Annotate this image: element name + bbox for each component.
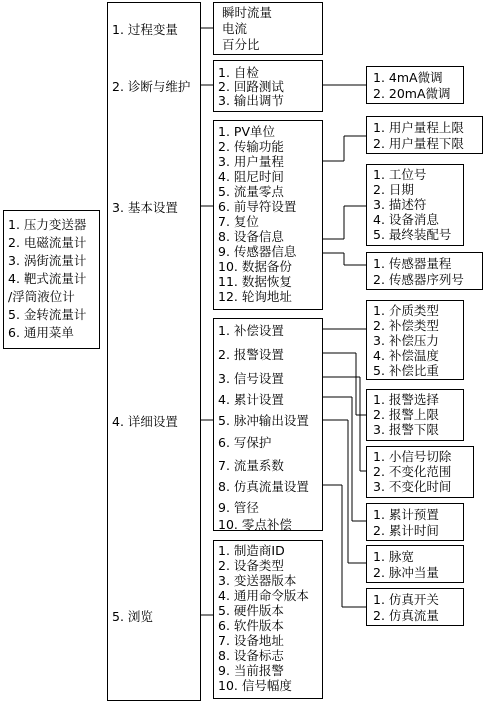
detail-pulse-node	[366, 545, 464, 583]
detail-signal-item: 1. 小信号切除	[373, 449, 452, 464]
basic-device-item: 1. 工位号	[373, 167, 427, 182]
level1-item: 4. 详细设置	[112, 414, 178, 429]
detail-comp-item: 4. 补偿温度	[373, 348, 439, 363]
detail-item: 2. 报警设置	[218, 347, 284, 362]
detail-node	[213, 318, 323, 531]
detail-item: 1. 补偿设置	[218, 323, 284, 338]
detail-total-item: 1. 累计预置	[373, 507, 439, 522]
basic-sensor-node	[366, 252, 483, 290]
basic-item: 6. 前导符设置	[218, 199, 297, 214]
diag-item: 3. 输出调节	[218, 93, 284, 108]
detail-item: 10. 零点补偿	[218, 517, 292, 532]
detail-signal-item: 3. 不变化时间	[373, 479, 452, 494]
detail-item: 8. 仿真流量设置	[218, 479, 309, 494]
detail-item: 3. 信号设置	[218, 371, 284, 386]
level1-item: 3. 基本设置	[112, 200, 178, 215]
basic-item: 5. 流量零点	[218, 184, 284, 199]
browse-item: 4. 通用命令版本	[218, 588, 309, 603]
detail-sim-item: 2. 仿真流量	[373, 608, 439, 623]
browse-node	[213, 540, 323, 699]
level1-item: 5. 浏览	[112, 609, 153, 624]
basic-sensor-item: 1. 传感器量程	[373, 256, 452, 271]
basic-item: 12. 轮询地址	[218, 289, 292, 304]
process-var-item: 电流	[222, 21, 248, 36]
level1-node	[107, 2, 201, 701]
browse-item: 10. 信号幅度	[218, 678, 292, 693]
level1-item: 1. 过程变量	[112, 22, 178, 37]
basic-range-item: 1. 用户量程上限	[373, 120, 464, 135]
detail-comp-item: 5. 补偿比重	[373, 363, 439, 378]
root-item: 6. 通用菜单	[8, 325, 74, 340]
basic-range-node	[366, 116, 483, 154]
detail-alarm-node	[366, 389, 464, 441]
basic-item: 4. 阻尼时间	[218, 169, 284, 184]
browse-item: 7. 设备地址	[218, 633, 284, 648]
basic-item: 1. PV单位	[218, 124, 275, 139]
basic-device-item: 3. 描述符	[373, 197, 427, 212]
detail-pulse-item: 2. 脉冲当量	[373, 565, 439, 580]
detail-item: 4. 累计设置	[218, 392, 284, 407]
browse-item: 6. 软件版本	[218, 618, 284, 633]
basic-item: 8. 设备信息	[218, 229, 284, 244]
root-item: 3. 涡街流量计	[8, 253, 87, 268]
detail-comp-item: 3. 补偿压力	[373, 333, 439, 348]
basic-device-item: 5. 最终装配号	[373, 227, 452, 242]
diag-item: 2. 回路测试	[218, 79, 284, 94]
root-item: 2. 电磁流量计	[8, 235, 87, 250]
diag-output-item: 2. 20mA微调	[373, 86, 451, 101]
browse-item: 9. 当前报警	[218, 663, 284, 678]
detail-comp-item: 2. 补偿类型	[373, 318, 439, 333]
browse-item: 8. 设备标志	[218, 648, 284, 663]
detail-signal-node	[366, 446, 474, 498]
basic-device-node	[366, 164, 464, 246]
process-var-item: 瞬时流量	[222, 5, 273, 20]
detail-comp-item: 1. 介质类型	[373, 303, 439, 318]
root-item: 5. 金转流量计	[8, 307, 87, 322]
basic-item: 9. 传感器信息	[218, 244, 297, 259]
level1-item: 2. 诊断与维护	[112, 79, 191, 94]
diag-output-item: 1. 4mA微调	[373, 70, 443, 85]
diag-node	[213, 60, 323, 112]
basic-item: 10. 数据备份	[218, 259, 292, 274]
process-vars-node	[213, 2, 323, 55]
root-item: 1. 压力变送器	[8, 217, 87, 232]
detail-alarm-item: 1. 报警选择	[373, 392, 439, 407]
diag-item: 1. 自检	[218, 65, 259, 80]
basic-device-item: 4. 设备消息	[373, 212, 439, 227]
detail-comp-node	[366, 300, 464, 380]
detail-sim-node	[366, 588, 464, 626]
browse-item: 3. 变送器版本	[218, 573, 297, 588]
detail-item: 9. 管径	[218, 500, 259, 515]
detail-item: 5. 脉冲输出设置	[218, 413, 309, 428]
detail-pulse-item: 1. 脉宽	[373, 549, 414, 564]
basic-item: 3. 用户量程	[218, 154, 284, 169]
process-var-item: 百分比	[222, 37, 260, 52]
browse-item: 2. 设备类型	[218, 558, 284, 573]
detail-total-node	[366, 503, 464, 541]
basic-sensor-item: 2. 传感器序列号	[373, 272, 464, 287]
root-item: 4. 靶式流量计	[8, 271, 87, 286]
detail-alarm-item: 2. 报警上限	[373, 407, 439, 422]
basic-device-item: 2. 日期	[373, 182, 414, 197]
basic-node	[213, 120, 323, 310]
root-item: /浮筒液位计	[8, 289, 75, 304]
browse-item: 1. 制造商ID	[218, 543, 285, 558]
detail-total-item: 2. 累计时间	[373, 523, 439, 538]
diag-output-node	[366, 66, 464, 104]
root-node	[3, 210, 100, 349]
basic-range-item: 2. 用户量程下限	[373, 136, 464, 151]
detail-alarm-item: 3. 报警下限	[373, 422, 439, 437]
basic-item: 7. 复位	[218, 214, 259, 229]
detail-item: 6. 写保护	[218, 435, 272, 450]
browse-item: 5. 硬件版本	[218, 603, 284, 618]
detail-sim-item: 1. 仿真开关	[373, 592, 439, 607]
detail-signal-item: 2. 不变化范围	[373, 464, 452, 479]
basic-item: 2. 传输功能	[218, 139, 284, 154]
basic-item: 11. 数据恢复	[218, 274, 292, 289]
detail-item: 7. 流量系数	[218, 458, 284, 473]
